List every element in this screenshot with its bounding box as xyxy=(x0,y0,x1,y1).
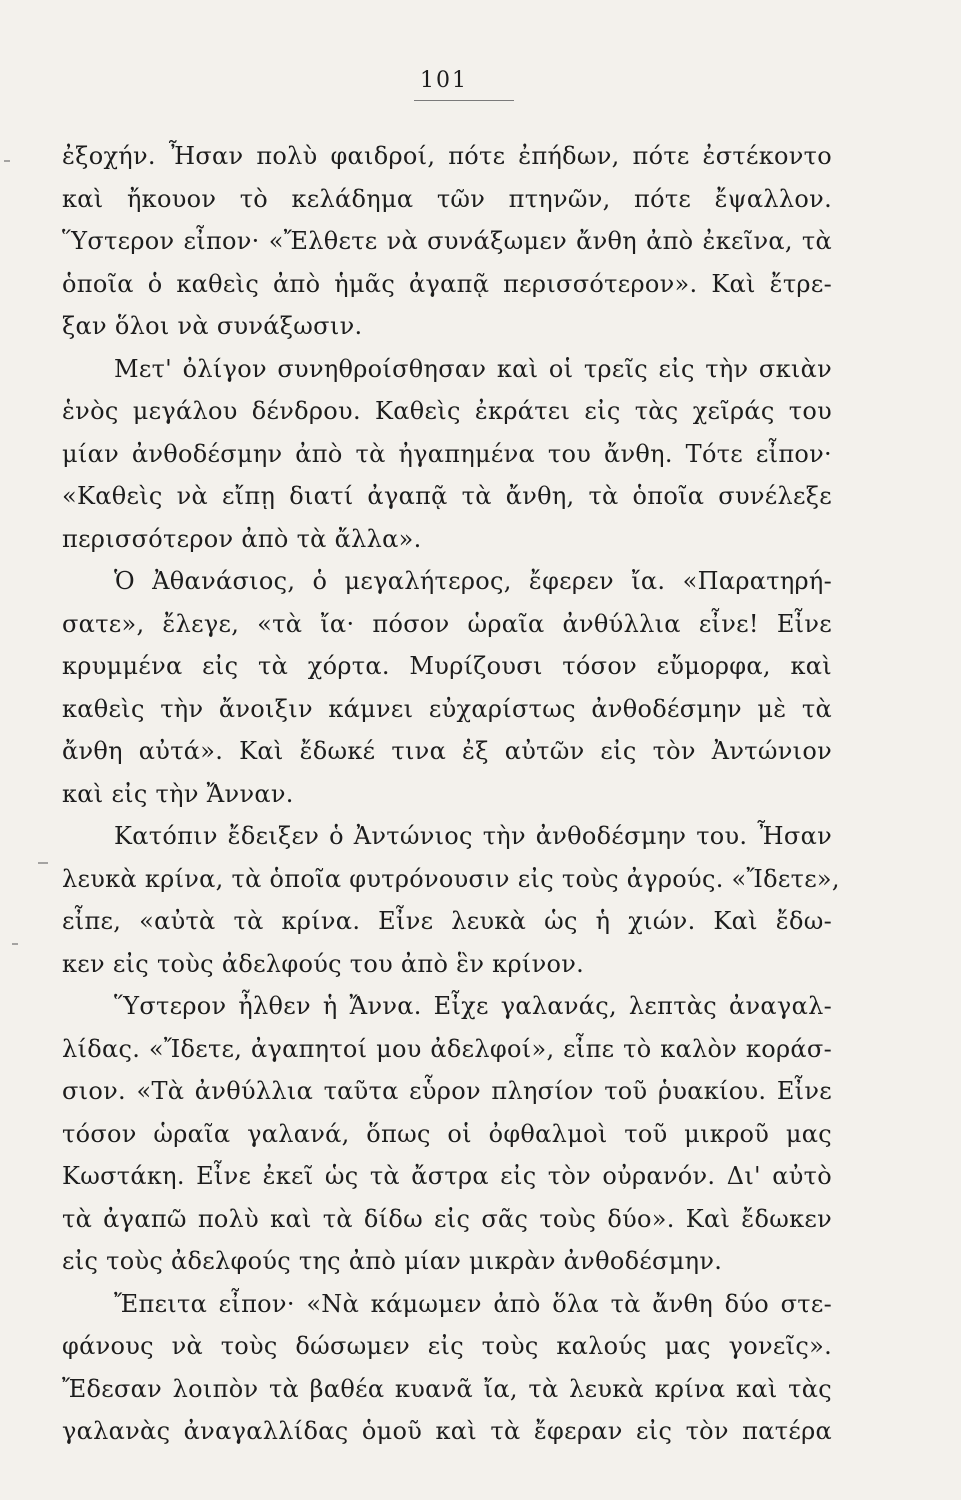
text-line: ἄνθη αὐτά». Καὶ ἔδωκέ τινα ἐξ αὐτῶν εἰς τὸν Ἀντώνιον xyxy=(62,737,832,765)
text-line: Κατόπιν ἔδειξεν ὁ Ἀντώνιος τὴν ἀνθοδέσμην του. Ἦσαν xyxy=(114,822,832,850)
text-line: «Καθεὶς νὰ εἴπῃ διατί ἀγαπᾷ τὰ ἄνθη, τὰ ὁποῖα συνέλεξε xyxy=(62,482,832,510)
text-line: ἐξοχήν. Ἦσαν πολὺ φαιδροί, πότε ἐπήδων, πότε ἐστέκοντο xyxy=(62,142,832,170)
text-line: τὰ ἀγαπῶ πολὺ καὶ τὰ δίδω εἰς σᾶς τοὺς δύο». Καὶ ἔδωκεν xyxy=(62,1204,832,1233)
text-line: Ὁ Ἀθανάσιος, ὁ μεγαλήτερος, ἔφερεν ἴα. «Παρατηρή- xyxy=(114,567,832,595)
text-line: κρυμμένα εἰς τὰ χόρτα. Μυρίζουσι τόσον εὔμορφα, καὶ xyxy=(62,652,832,680)
text-line: καθεὶς τὴν ἄνοιξιν κάμνει εὐχαρίστως ἀνθοδέσμην μὲ τὰ xyxy=(62,694,832,723)
text-line: φάνους νὰ τοὺς δώσωμεν εἰς τοὺς καλούς μας γονεῖς». xyxy=(62,1332,832,1360)
margin-speck xyxy=(38,862,48,864)
margin-speck xyxy=(12,943,18,945)
text-line: καὶ εἰς τὴν Ἄνναν. xyxy=(62,779,294,808)
text-line: Ἔδεσαν λοιπὸν τὰ βαθέα κυανᾶ ἴα, τὰ λευκὰ κρίνα καὶ τὰς xyxy=(62,1374,832,1403)
text-line: λευκὰ κρίνα, τὰ ὁποῖα φυτρόνουσιν εἰς τοὺς ἀγρούς. «Ἴδετε», xyxy=(62,864,840,893)
text-line: ὁποῖα ὁ καθεὶς ἀπὸ ἡμᾶς ἀγαπᾷ περισσότερον». Καὶ ἔτρε- xyxy=(62,269,832,298)
text-line: περισσότερον ἀπὸ τὰ ἄλλα». xyxy=(62,524,422,553)
text-line: εἰς τοὺς ἀδελφούς της ἀπὸ μίαν μικρὰν ἀνθοδέσμην. xyxy=(62,1247,723,1275)
text-line: καὶ ἤκουον τὸ κελάδημα τῶν πτηνῶν, πότε ἔψαλλον. xyxy=(62,184,832,213)
text-line: σατε», ἔλεγε, «τὰ ἴα· πόσον ὡραῖα ἀνθύλλια εἶνε! Εἶνε xyxy=(62,609,832,638)
margin-speck xyxy=(4,160,10,162)
text-line: τόσον ὡραῖα γαλανά, ὅπως οἱ ὀφθαλμοὶ τοῦ μικροῦ μας xyxy=(62,1119,832,1148)
text-line: κεν εἰς τοὺς ἀδελφούς του ἀπὸ ἓν κρίνον. xyxy=(62,949,585,978)
text-line: Ὕστερον ἦλθεν ἡ Ἄννα. Εἶχε γαλανάς, λεπτὰς ἀναγαλ- xyxy=(114,992,832,1020)
text-line: ἑνὸς μεγάλου δένδρου. Καθεὶς ἐκράτει εἰς τὰς χεῖράς του xyxy=(62,397,832,425)
text-line: λίδας. «Ἴδετε, ἀγαπητοί μου ἀδελφοί», εἶπε τὸ καλὸν κοράσ- xyxy=(62,1034,832,1063)
text-line: Κωστάκη. Εἶνε ἐκεῖ ὡς τὰ ἄστρα εἰς τὸν οὐρανόν. Δι' αὐτὸ xyxy=(62,1162,832,1190)
header-rule xyxy=(414,100,514,101)
text-line: εἶπε, «αὐτὰ τὰ κρίνα. Εἶνε λευκὰ ὡς ἡ χιών. Καὶ ἔδω- xyxy=(62,907,832,935)
text-line: μίαν ἀνθοδέσμην ἀπὸ τὰ ἠγαπημένα του ἄνθη. Τότε εἶπον· xyxy=(62,439,832,468)
text-line: Μετ' ὀλίγον συνηθροίσθησαν καὶ οἱ τρεῖς εἰς τὴν σκιὰν xyxy=(114,354,832,383)
text-line: γαλανὰς ἀναγαλλίδας ὁμοῦ καὶ τὰ ἔφεραν εἰς τὸν πατέρα xyxy=(62,1417,832,1445)
text-line: Ἔπειτα εἶπον· «Νὰ κάμωμεν ἀπὸ ὅλα τὰ ἄνθη δύο στε- xyxy=(114,1289,832,1318)
body-text xyxy=(62,135,840,1453)
text-line: Ὕστερον εἶπον· «Ἔλθετε νὰ συνάξωμεν ἄνθη ἀπὸ ἐκεῖνα, τὰ xyxy=(62,227,832,255)
text-line: ξαν ὅλοι νὰ συνάξωσιν. xyxy=(62,312,363,340)
text-line: σιον. «Τὰ ἀνθύλλια ταῦτα εὗρον πλησίον τοῦ ῥυακίου. Εἶνε xyxy=(62,1077,832,1105)
page-number: 101 xyxy=(420,68,468,93)
